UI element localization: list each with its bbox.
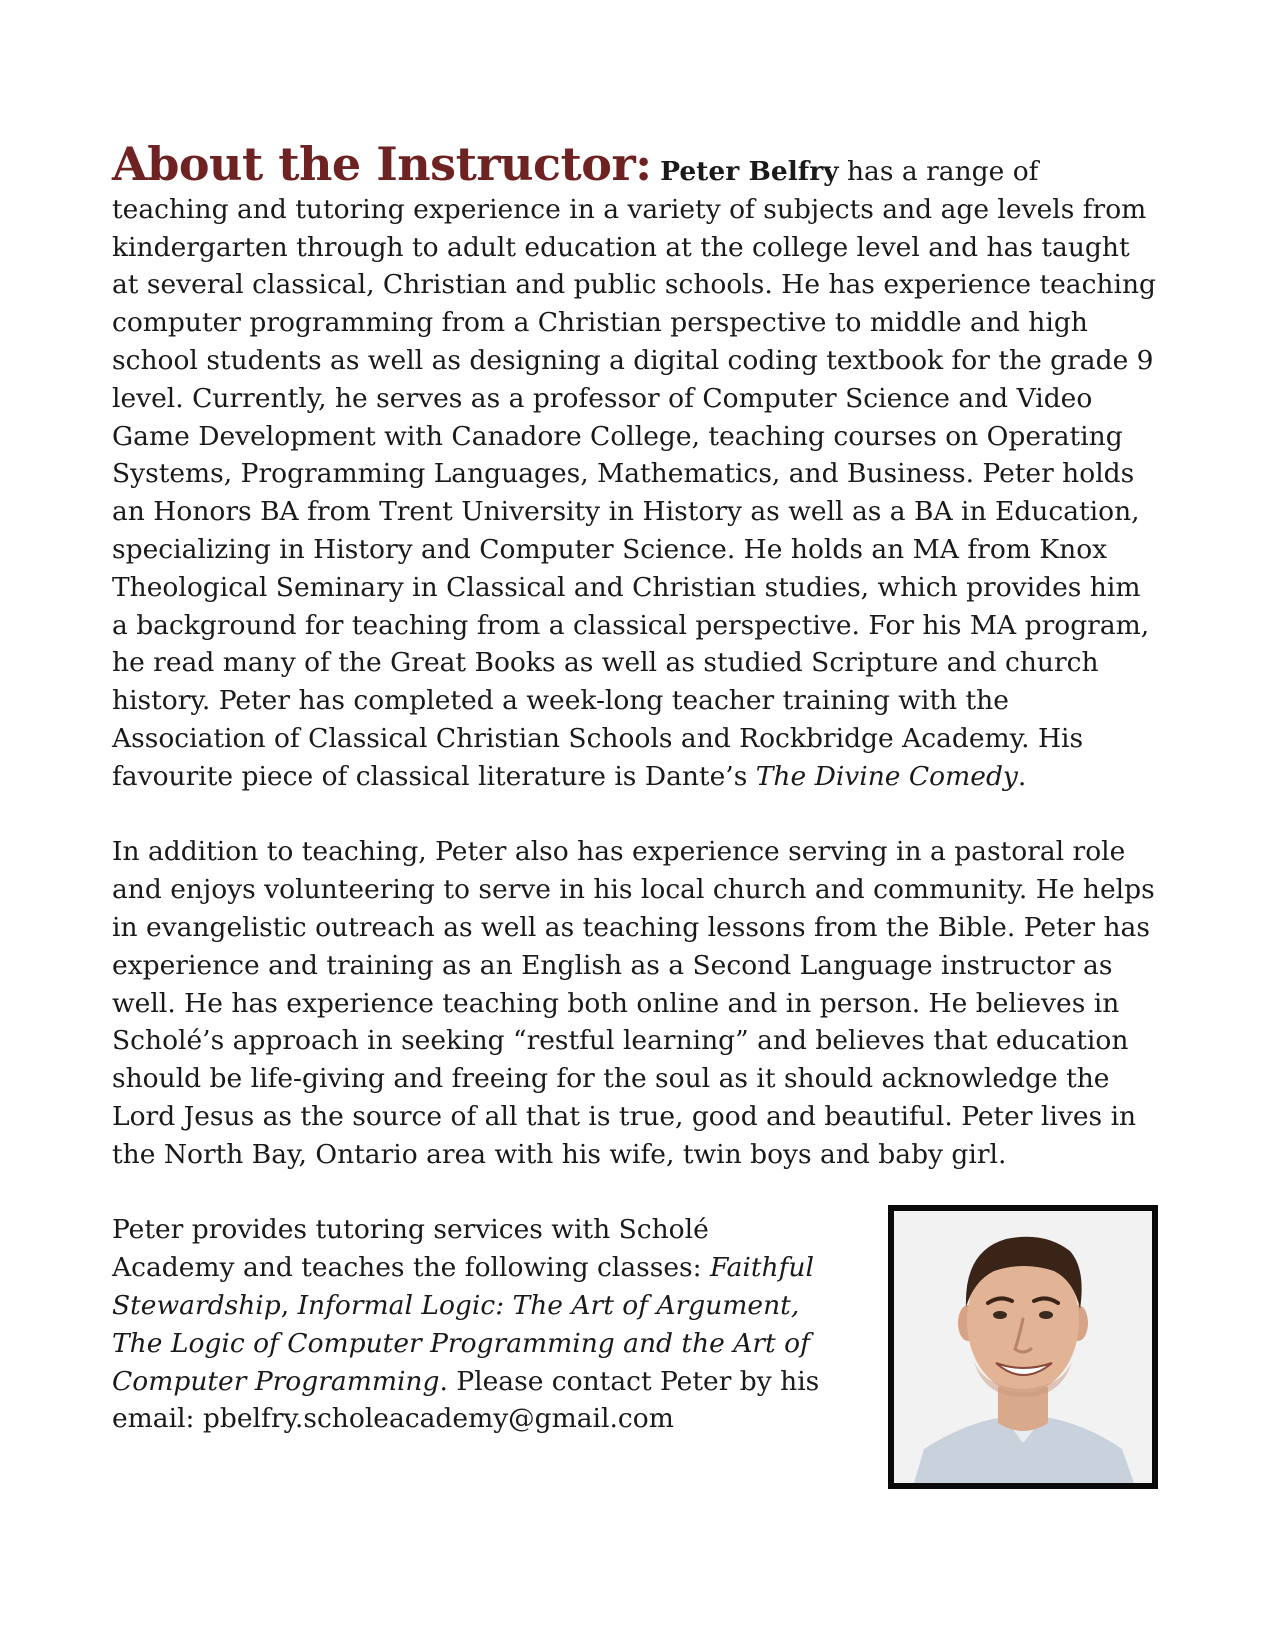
instructor-name: Peter Belfry [660,156,839,187]
class-name: Faithful Stewardship [112,1252,814,1321]
contact-text: . Please contact Peter by his email: [112,1365,820,1435]
email-address[interactable]: pbelfry.scholeacademy@gmail.com [202,1403,674,1435]
bio-text-1-end: . [1017,760,1027,792]
bio-paragraph-2: In addition to teaching, Peter also has experience serving in a pastoral role and enjoys volunteering to serve in his local church and community. He helps in evangelistic outreach as well as teaching lessons from the Bible. Peter has experience and training as an English as a Second Language instructor as well. He has experience teaching both online and in person. He believes in Scholé’s approach in seeking “restful learning” and believes that education should be life-giving and freeing for the soul as it should acknowledge the Lord Jesus as the source of all that is true, good and beautiful. Peter lives in the North Bay, Ontario area with his wife, twin boys and baby girl. [112,836,1155,1170]
page-title: About the Instructor: [112,137,652,191]
class-list: Informal Logic: The Art of Argument, The Logic of Computer Programming and the Art of Computer Programming [112,1289,810,1397]
bio-text-1: has a range of teaching and tutoring experience in a variety of subjects and age levels from kindergarten through to adult education at the college level and has taught at several classical, Christian and public schools. He has experience teaching computer programming from a Christian perspective to middle and high school students as well as designing a digital coding textbook for the grade 9 level. Currently, he serves as a professor of Computer Science and Video Game Development with Canadore College, teaching courses on Operating Systems, Programming Languages, Mathematics, and Business. Peter holds an Honors BA from Trent University in History as well as a BA in Education, specializing in History and Computer Science. He holds an MA from Knox Theological Seminary in Classical and Christian studies, which provides him a background for teaching from a classical perspective. For his MA program, he read many of the Great Books as well as studied Scripture and church history. Peter has completed a week-long teacher training with the Association of Classical Christian Schools and Rockbridge Academy. His favourite piece of classical literature is Dante’s [112,156,1156,792]
bio-paragraph-3 [112,1211,832,1438]
favourite-book-title: The Divine Comedy [755,760,1018,792]
bio-paragraph-1 [112,137,1162,796]
portrait-icon [894,1211,1152,1483]
classes-intro: Peter provides tutoring services with Scholé Academy and teaches the following classes: [112,1214,710,1284]
instructor-photo [888,1205,1158,1489]
class-separator: , [280,1289,298,1321]
